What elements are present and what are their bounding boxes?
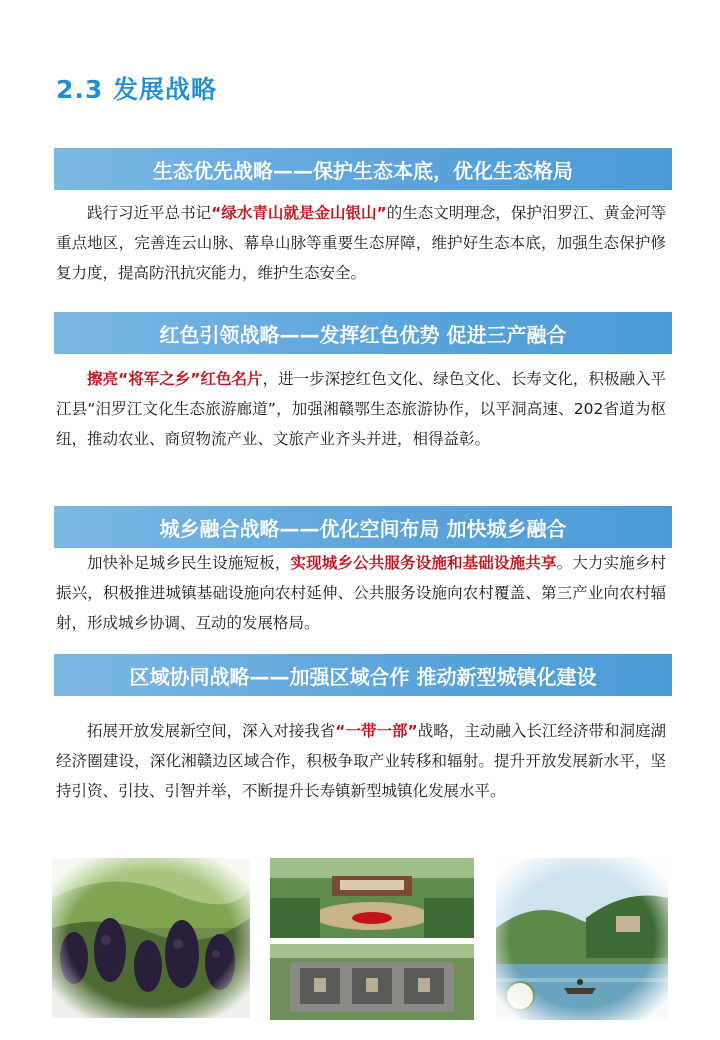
strategy-body-red <box>56 364 666 454</box>
building-aerial-photo <box>270 858 474 938</box>
strategy-heading-red: 红色引领战略——发挥红色优势 促进三产融合 <box>54 312 672 354</box>
highlight-text: “绿水青山就是金山银山” <box>211 204 387 222</box>
strategy-heading-regional: 区域协同战略——加强区域合作 推动新型城镇化建设 <box>54 654 672 696</box>
text-run: 践行习近平总书记 <box>87 204 212 222</box>
lake-boat-photo <box>496 858 668 1020</box>
highlight-text: 实现城乡公共服务设施和基础设施共享 <box>290 554 557 572</box>
highlight-text: “一带一部” <box>335 722 418 740</box>
strategy-body-regional <box>56 716 666 806</box>
highlight-text: 擦亮“将军之乡”红色名片 <box>87 370 263 388</box>
text-run: 。大力实施乡村振兴，积极推进城镇基础设施向农村延伸、公共服务设施向农村覆盖、第三产业向农村辐射，形成城乡协调、互动的发展格局。 <box>56 554 666 632</box>
courtyard-aerial-photo <box>270 944 474 1020</box>
section-title: 2.3 发展战略 <box>56 75 217 104</box>
text-run: 战略，主动融入长江经济带和洞庭湖经济圈建设，深化湘赣边区域合作，积极争取产业转移和辐射。提升开放发展新水平，坚持引资、引技、引智并举，不断提升长寿镇新型城镇化发展水平。 <box>56 722 666 800</box>
strategy-body-urban-rural <box>56 548 666 638</box>
text-run: 加快补足城乡民生设施短板， <box>87 554 291 572</box>
text-run: ，进一步深挖红色文化、绿色文化、长寿文化，积极融入平江县“汨罗江文化生态旅游廊道”，加强湘赣鄂生态旅游协作，以平洞高速、202省道为枢纽，推动农业、商贸物流产业、文旅产业齐头并进，相得益彰。 <box>56 370 666 448</box>
strategy-heading-ecology: 生态优先战略——保护生态本底，优化生态格局 <box>54 148 672 190</box>
text-run: 的生态文明理念，保护汨罗江、黄金河等重点地区，完善连云山脉、幕阜山脉等重要生态屏障，维护好生态本底，加强生态保护修复力度，提高防汛抗灾能力，维护生态安全。 <box>56 204 666 282</box>
strategy-body-ecology <box>56 198 666 288</box>
grapes-photo <box>52 858 250 1018</box>
text-run: 拓展开放发展新空间，深入对接我省 <box>87 722 336 740</box>
strategy-heading-urban-rural: 城乡融合战略——优化空间布局 加快城乡融合 <box>54 506 672 548</box>
